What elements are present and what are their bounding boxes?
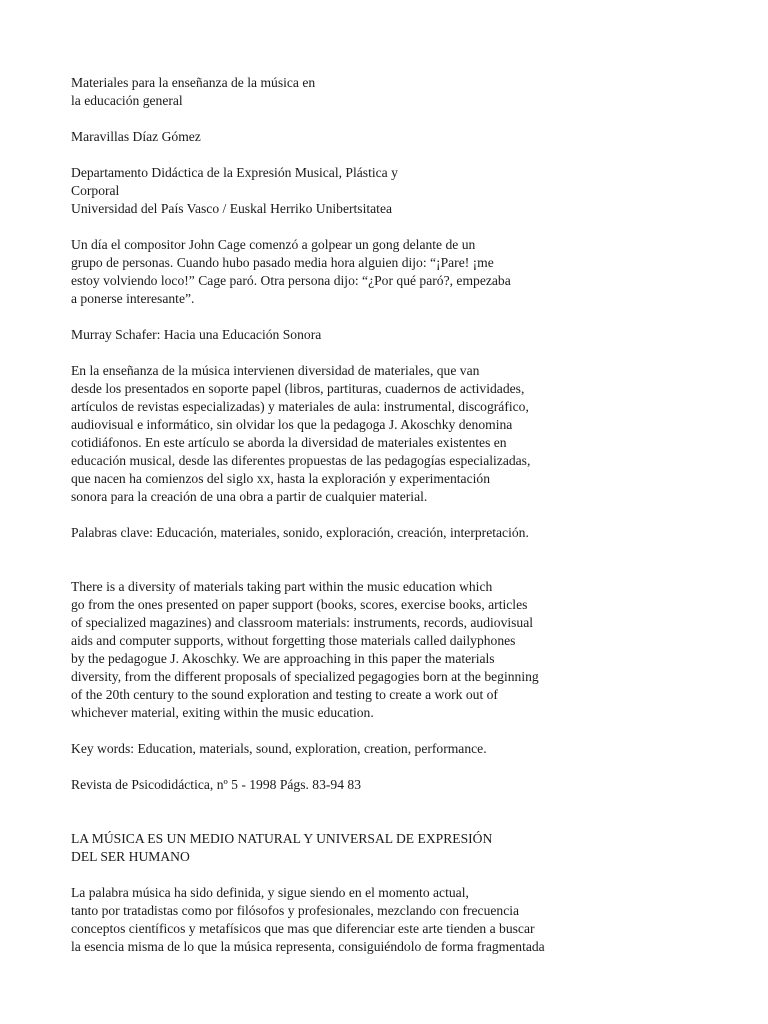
journal-reference-line: Revista de Psicodidáctica, nº 5 - 1998 Págs. 83-94 83: [71, 777, 362, 792]
author-name: [71, 128, 751, 146]
title-line: Materiales para la enseñanza de la música en: [71, 75, 316, 90]
epigraph-line: Un día el compositor John Cage comenzó a golpear un gong delante de un: [71, 237, 476, 252]
body-line: La palabra música ha sido definida, y sigue siendo en el momento actual,: [71, 885, 469, 900]
abstract-english: [71, 578, 751, 722]
journal-reference: [71, 776, 751, 794]
epigraph-source-line: Murray Schafer: Hacia una Educación Sonora: [71, 327, 322, 342]
abstract-es-line: desde los presentados en soporte papel (libros, partituras, cuadernos de actividades,: [71, 381, 525, 396]
section-heading: [71, 830, 751, 866]
keywords-es-line: Palabras clave: Educación, materiales, sonido, exploración, creación, interpretación.: [71, 525, 529, 540]
section-heading-line: LA MÚSICA ES UN MEDIO NATURAL Y UNIVERSAL DE EXPRESIÓN: [71, 831, 493, 846]
body-line: tanto por tratadistas como por filósofos y profesionales, mezclando con frecuencia: [71, 903, 520, 918]
affiliation-line: Universidad del País Vasco / Euskal Herriko Unibertsitatea: [71, 201, 393, 216]
author-line: Maravillas Díaz Gómez: [71, 129, 201, 144]
keywords-spanish: [71, 524, 751, 542]
affiliation-line: Corporal: [71, 183, 120, 198]
abstract-en-line: There is a diversity of materials taking part within the music education which: [71, 579, 493, 594]
abstract-es-line: artículos de revistas especializadas) y materiales de aula: instrumental, discográfico,: [71, 399, 529, 414]
epigraph-line: grupo de personas. Cuando hubo pasado media hora alguien dijo: “¡Pare! ¡me: [71, 255, 494, 270]
epigraph-line: estoy volviendo loco!” Cage paró. Otra persona dijo: “¿Por qué paró?, empezaba: [71, 273, 511, 288]
abstract-en-line: diversity, from the different proposals of specialized pegagogies born at the beginning: [71, 669, 539, 684]
body-line: la esencia misma de lo que la música representa, consiguiéndolo de forma fragmentada: [71, 939, 545, 954]
title-line: la educación general: [71, 93, 183, 108]
abstract-en-line: of specialized magazines) and classroom materials: instruments, records, audiovisual: [71, 615, 534, 630]
abstract-en-line: whichever material, exiting within the music education.: [71, 705, 374, 720]
abstract-es-line: audiovisual e informático, sin olvidar los que la pedagoga J. Akoschky denomina: [71, 417, 513, 432]
abstract-es-line: educación musical, desde las diferentes propuestas de las pedagogías especializadas,: [71, 453, 531, 468]
abstract-es-line: que nacen ha comienzos del siglo xx, hasta la exploración y experimentación: [71, 471, 490, 486]
abstract-en-line: of the 20th century to the sound exploration and testing to create a work out of: [71, 687, 498, 702]
abstract-es-line: En la enseñanza de la música intervienen diversidad de materiales, que van: [71, 363, 480, 378]
abstract-spanish: [71, 362, 751, 506]
body-line: conceptos científicos y metafísicos que mas que diferenciar este arte tienden a buscar: [71, 921, 535, 936]
affiliation: [71, 164, 751, 218]
epigraph-quote: [71, 236, 751, 308]
epigraph-source: [71, 326, 751, 344]
section-heading-line: DEL SER HUMANO: [71, 849, 190, 864]
body-paragraph: [71, 884, 751, 956]
abstract-en-line: aids and computer supports, without forgetting those materials called dailyphones: [71, 633, 516, 648]
keywords-english: [71, 740, 751, 758]
abstract-en-line: go from the ones presented on paper support (books, scores, exercise books, articles: [71, 597, 528, 612]
article-title: [71, 74, 751, 110]
epigraph-line: a ponerse interesante”.: [71, 291, 195, 306]
abstract-es-line: cotidiáfonos. En este artículo se aborda la diversidad de materiales existentes en: [71, 435, 507, 450]
document-page: [71, 74, 751, 974]
abstract-es-line: sonora para la creación de una obra a partir de cualquier material.: [71, 489, 428, 504]
affiliation-line: Departamento Didáctica de la Expresión Musical, Plástica y: [71, 165, 398, 180]
abstract-en-line: by the pedagogue J. Akoschky. We are approaching in this paper the materials: [71, 651, 495, 666]
keywords-en-line: Key words: Education, materials, sound, exploration, creation, performance.: [71, 741, 487, 756]
